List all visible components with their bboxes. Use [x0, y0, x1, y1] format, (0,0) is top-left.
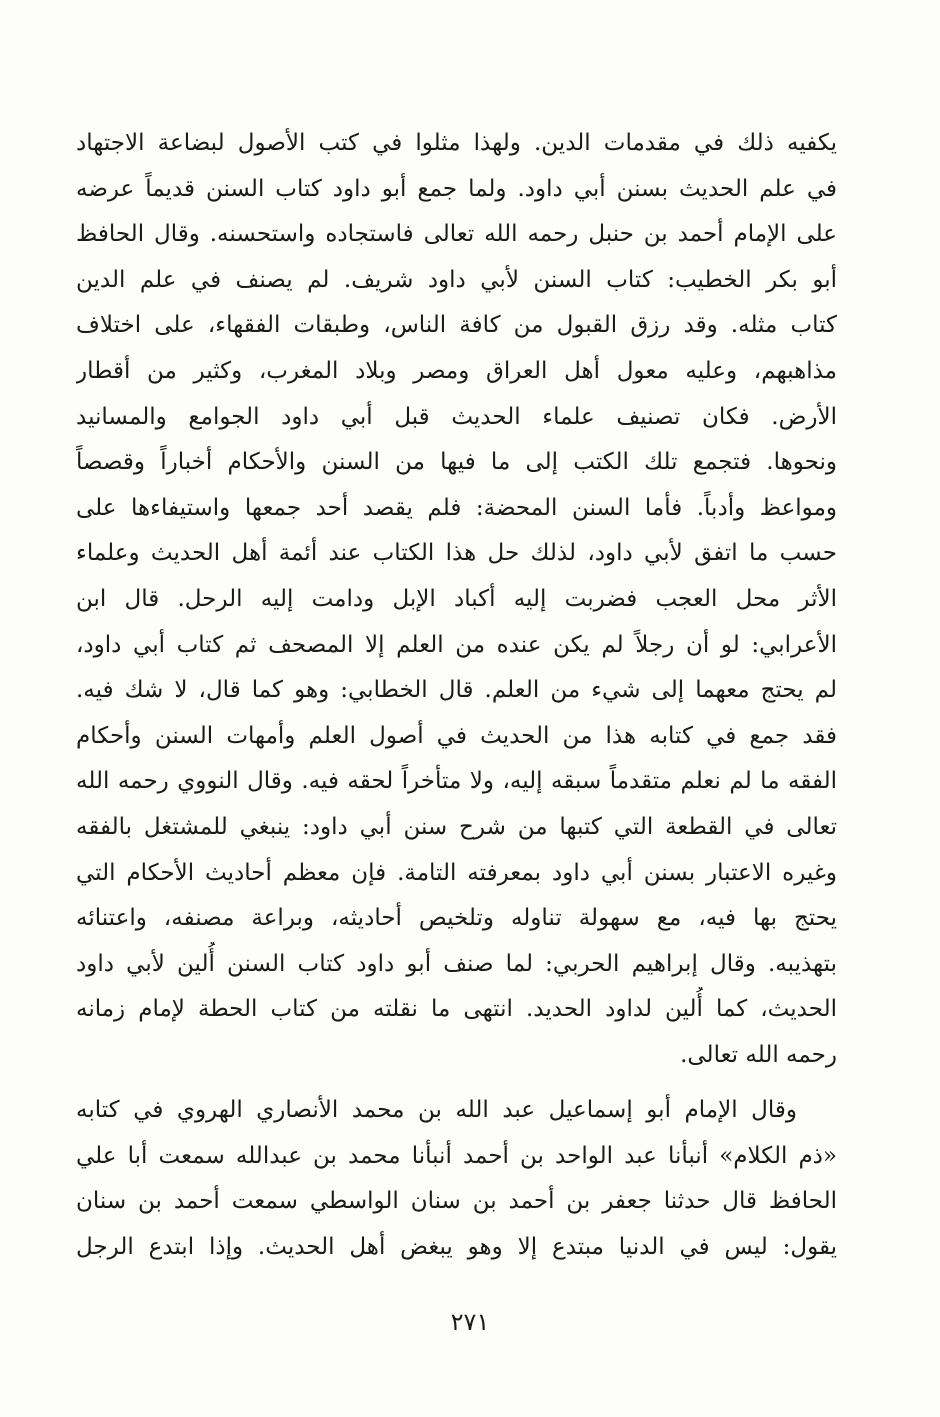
text-line: وقال الإمام أبو إسماعيل عبد الله بن محمد الأنصاري الهروي في كتابه — [76, 1097, 797, 1123]
text-line: الحافظ قال حدثنا جعفر بن أحمد بن سنان الواسطي سمعت أحمد بن سنان — [76, 1188, 837, 1215]
page-number: ٢٧١ — [450, 1308, 490, 1336]
text-line: الأثر محل العجب فضربت إليه أكباد الإبل ودامت إليه الرحل. قال ابن — [76, 585, 837, 612]
text-line: ونحوها. فتجمع تلك الكتب إلى ما فيها من السنن والأحكام أخباراً وقصصاً — [76, 449, 837, 476]
text-line: ومواعظ وأدباً. فأما السنن المحضة: فلم يقصد أحد جمعها واستيفاءها على — [76, 494, 837, 521]
text-line: مذاهبهم، وعليه معول أهل العراق ومصر وبلاد المغرب، وكثير من أقطار — [76, 357, 837, 384]
text-line: يحتج بها فيه، مع سهولة تناوله وتلخيص أحاديثه، وبراعة مصنفه، واعتنائه — [76, 905, 837, 932]
text-line: في علم الحديث بسنن أبي داود. ولما جمع أبو داود كتاب السنن قديماً عرضه — [76, 175, 837, 202]
text-line: الفقه ما لم نعلم متقدماً سبقه إليه، ولا متأخراً لحقه فيه. وقال النووي رحمه الله — [76, 768, 837, 795]
text-line: رحمه الله تعالى. — [680, 1041, 837, 1068]
text-line: حسب ما اتفق لأبي داود، لذلك حل هذا الكتاب عند أئمة أهل الحديث وعلماء — [76, 540, 837, 567]
text-line: يكفيه ذلك في مقدمات الدين. ولهذا مثلوا في كتب الأصول لبضاعة الاجتهاد — [76, 130, 837, 156]
text-line: وغيره الاعتبار بسنن أبي داود بمعرفته التامة. فإن معظم أحاديث الأحكام التي — [76, 859, 837, 886]
text-line: الأعرابي: لو أن رجلاً لم يكن عنده من العلم إلا المصحف ثم كتاب أبي داود، — [76, 631, 837, 658]
text-line: كتاب مثله. وقد رزق القبول من كافة الناس، وطبقات الفقهاء، على اختلاف — [76, 312, 837, 339]
text-line: الأرض. فكان تصنيف علماء الحديث قبل أبي داود الجوامع والمسانيد — [76, 403, 837, 430]
text-line: تعالى في القطعة التي كتبها من شرح سنن أبي داود: ينبغي للمشتغل بالفقه — [76, 813, 837, 840]
text-line: أبو بكر الخطيب: كتاب السنن لأبي داود شريف. لم يصنف في علم الدين — [76, 266, 837, 293]
text-line: يقول: ليس في الدنيا مبتدع إلا وهو يبغض أهل الحديث. وإذا ابتدع الرجل — [76, 1233, 837, 1260]
text-line: بتهذيبه. وقال إبراهيم الحربي: لما صنف أبو داود كتاب السنن أُلين لأبي داود — [76, 950, 837, 977]
paragraph-1 — [76, 121, 837, 1078]
text-line: الحديث، كما أُلين لداود الحديد. انتهى ما نقلته من كتاب الحطة لإمام زمانه — [76, 996, 837, 1023]
text-line: على الإمام أحمد بن حنبل رحمه الله تعالى فاستجاده واستحسنه. وقال الحافظ — [76, 221, 837, 248]
text-line: فقد جمع في كتابه هذا من الحديث في أصول العلم وأمهات السنن وأحكام — [76, 722, 837, 749]
paragraph-2 — [76, 1088, 837, 1270]
text-line: «ذم الكلام» أنبأنا عبد الواحد بن أحمد أنبأنا محمد بن عبدالله سمعت أبا علي — [76, 1142, 837, 1169]
text-line: لم يحتج معهما إلى شيء من العلم. قال الخطابي: وهو كما قال، لا شك فيه. — [76, 677, 837, 704]
